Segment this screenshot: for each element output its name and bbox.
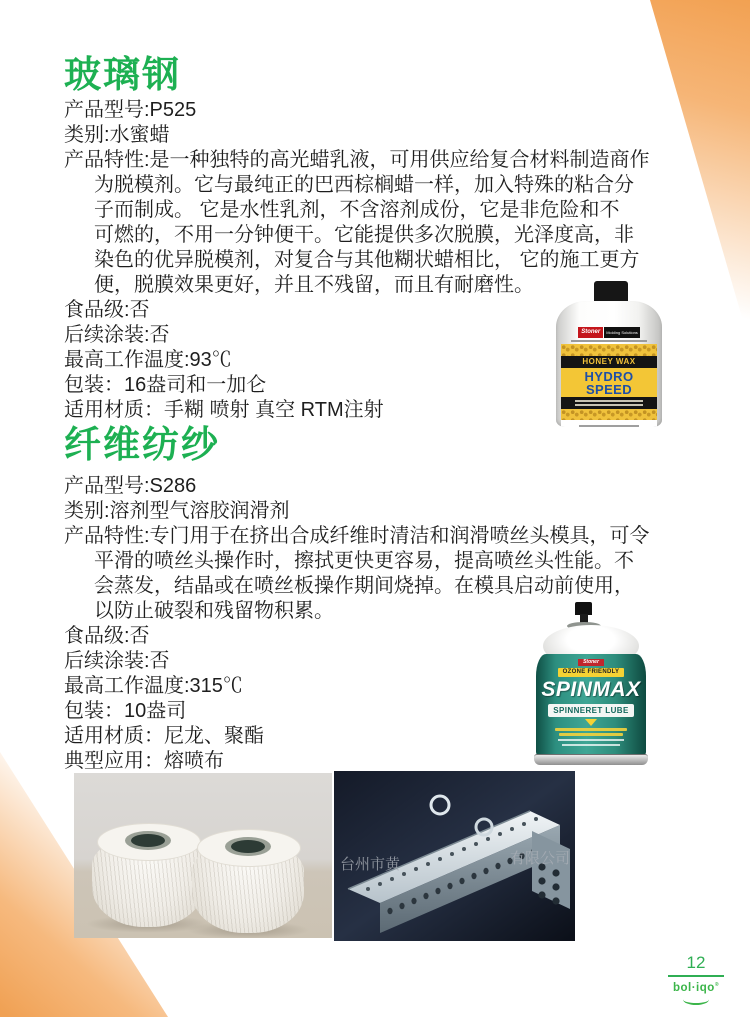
frp-spec-materials: 适用材质：手糊 喷射 真空 RTM注射 [64, 399, 384, 421]
frp-features-line: 为脱模剂。它与最纯正的巴西棕榈蜡一样，加入特殊的粘合分 [94, 174, 634, 196]
fiber-info-block [64, 474, 650, 774]
fiber-features-line: 平滑的喷丝头操作时，擦拭更快更容易，提高喷丝头性能。不 [94, 550, 634, 572]
fiber-features-line: 以防止破裂和残留物积累。 [94, 600, 334, 622]
stoner-brand-badge: Stoner [578, 327, 603, 338]
fiber-spec-packaging: 包装：10盎司 [64, 700, 187, 722]
frp-category-line: 类别:水蜜蜡 [64, 124, 170, 146]
frp-features-line: 便，脱膜效果更好，并且不残留，而且有耐磨性。 [94, 274, 534, 296]
photo-yarn-cones [74, 773, 332, 938]
hydro-line: HYDRO [584, 369, 634, 384]
page-number: 12 [686, 953, 706, 972]
fiber-spec-application: 典型应用：熔喷布 [64, 750, 224, 772]
brand-logo-text: bol·iqo [672, 981, 715, 994]
speed-line: SPEED [585, 382, 633, 397]
frp-info-block [64, 98, 650, 423]
registered-mark: ® [714, 982, 719, 988]
molding-solutions-badge: Molding Solutions [604, 327, 640, 338]
top-right-corner-decoration [650, 0, 750, 345]
frp-model-line: 产品型号:P525 [64, 99, 197, 121]
frp-features-line: 可燃的，不用一分钟便干。它能提供多次脱膜，光泽度高，非 [94, 224, 634, 246]
honey-wax-band: HONEY WAX [561, 356, 657, 368]
fiber-features-line: 产品特性:专门用于在挤出合成纤维时清洁和润滑喷丝头模具，可令 [64, 525, 650, 547]
fiber-spec-food-grade: 食品级:否 [64, 625, 150, 647]
stoner-brand-chip: Stoner [578, 659, 604, 666]
frp-features-line: 染色的优异脱模剂，对复合与其他糊状蜡相比， 它的施工更方 [94, 249, 640, 271]
fiber-category-line: 类别:溶剂型气溶胶润滑剂 [64, 500, 290, 522]
frp-spec-max-temp: 最高工作温度:93℃ [64, 349, 232, 371]
watermark-text-left: 台州市黄 [340, 856, 401, 873]
spinmax-title: SPINMAX [541, 678, 641, 701]
fiber-spec-max-temp: 最高工作温度:315℃ [64, 675, 243, 697]
section-title-frp: 玻璃钢 [64, 54, 181, 95]
page-footer [664, 953, 728, 1005]
frp-spec-packaging: 包装：16盎司和一加仑 [64, 374, 267, 396]
brand-logo [664, 979, 728, 994]
fiber-features-line: 会蒸发，结晶或在喷丝板操作期间烧掉。在模具启动前使用， [94, 575, 634, 597]
frp-spec-food-grade: 食品级:否 [64, 299, 150, 321]
fiber-spec-coating: 后续涂装:否 [64, 650, 170, 672]
page-number-underline [668, 975, 724, 977]
watermark-text-right: 有限公司 [510, 850, 571, 867]
section-title-fiber: 纤维纺纱 [64, 424, 220, 465]
fiber-model-line: 产品型号:S286 [64, 475, 197, 497]
frp-features-line: 子而制成。 它是水性乳剂，不含溶剂成份，它是非危险和不 [94, 199, 620, 221]
photo-spinneret-die [334, 771, 575, 941]
frp-features-line: 产品特性:是一种独特的高光蜡乳液，可用供应给复合材料制造商作 [64, 149, 650, 171]
brand-logo-smile-icon [683, 994, 709, 1005]
frp-spec-coating: 后续涂装:否 [64, 324, 170, 346]
spinneret-lube-subtitle: SPINNERET LUBE [548, 704, 634, 717]
fiber-spec-materials: 适用材质：尼龙、聚酯 [64, 725, 264, 747]
ozone-friendly-banner: OZONE FRIENDLY [558, 668, 624, 677]
